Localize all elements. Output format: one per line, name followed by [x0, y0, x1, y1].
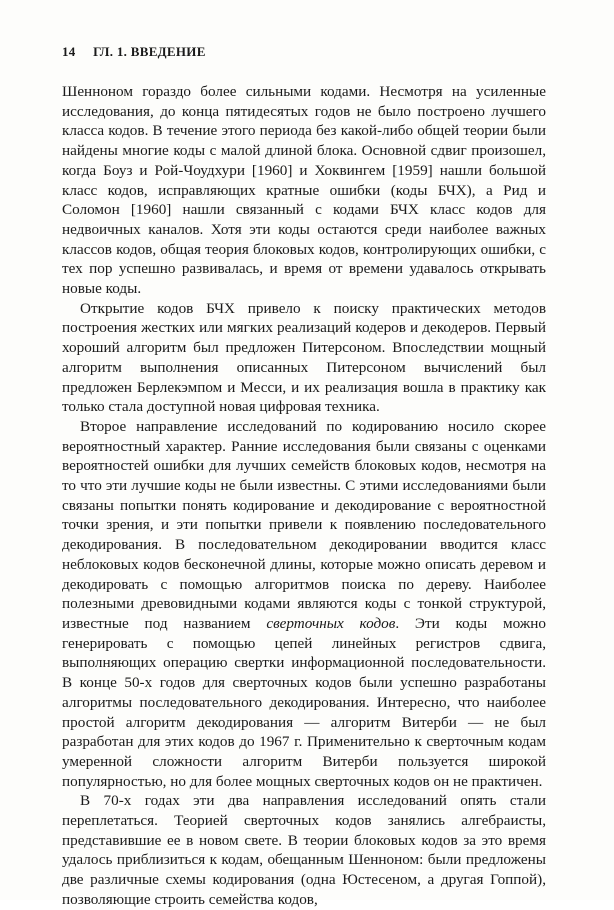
paragraph-3-text-b: . Эти коды можно генерировать с помощью цепей линейных регистров сдвига, выполняющих операцию свертки информационной последовательности. В конце 50-х годов для сверточных кодов были успешно разработаны алгоритмы последовательного декодирования. Интересно, что наиболее простой алгоритм декодирования — алгоритм Витерби — не был разработан для этих кодов до 1967 г. Применительно к сверточным кодам умеренной сложности алгоритм Витерби пользуется широкой популярностью, но для более мощных сверточных кодов он не практичен.	[62, 614, 547, 790]
paragraph-3-text-a: Второе направление исследований по кодированию носило скорее вероятностный характер. Ранние исследования были связаны с оценками вероятностей ошибки для лучших семейств блоковых кодов, несмотря на то что эти лучшие коды не были известны. С этими исследованиями были связаны попытки понять кодирование и декодирование с вероятностной точки зрения, и эти попытки привели к появлению последовательного декодирования. В последовательном декодировании вводится класс неблоковых кодов бесконечной длины, которые можно описать деревом и декодировать с помощью алгоритмов поиска по дереву. Наиболее полезными древовидными кодами являются коды с тонкой структурой, известные под названием	[62, 417, 546, 632]
paragraph-1: Шенноном гораздо более сильными кодами. Несмотря на усиленные исследования, до конца пятидесятых годов не было построено лучшего класса кодов. В течение этого периода без какой-либо общей теории были найдены многие коды с малой длиной блока. Основной сдвиг произошел, когда Боуз и Рой-Чоудхури [1960] и Хоквингем [1959] нашли большой класс кодов, исправляющих кратные ошибки (коды БЧХ), а Рид и Соломон [1960] нашли связанный с кодами БЧХ класс кодов для недвоичных каналов. Хотя эти коды остаются среди наиболее важных классов кодов, общая теория блоковых кодов, контролирующих ошибки, с тех пор успешно развивалась, и время от времени удавалось открывать новые коды.	[62, 83, 546, 298]
page-number: 14	[62, 44, 76, 59]
term-convolutional-codes: сверточных кодов	[266, 614, 396, 632]
running-title: ГЛ. 1. ВВЕДЕНИЕ	[93, 44, 206, 59]
paragraph-2: Открытие кодов БЧХ привело к поиску практических методов построения жестких или мягких реализаций кодеров и декодеров. Первый хороший алгоритм был предложен Питерсоном. Впоследствии мощный алгоритм выполнения описанных Питерсоном вычислений был предложен Берлекэмпом и Месси, и их реализация вошла в практику как только стала доступной новая цифровая техника.	[62, 299, 546, 416]
running-header	[62, 44, 542, 64]
body-text	[62, 82, 546, 910]
paragraph-3	[62, 417, 546, 791]
paragraph-4: В 70-х годах эти два направления исследований опять стали переплетаться. Теорией сверточных кодов занялись алгебраисты, представившие ее в новом свете. В теории блоковых кодов за это время удалось приблизиться к кодам, обещанным Шенноном: были предложены две различные схемы кодирования (одна Юстесеном, а другая Гоппой), позволяющие строить семейства кодов,	[62, 792, 546, 908]
